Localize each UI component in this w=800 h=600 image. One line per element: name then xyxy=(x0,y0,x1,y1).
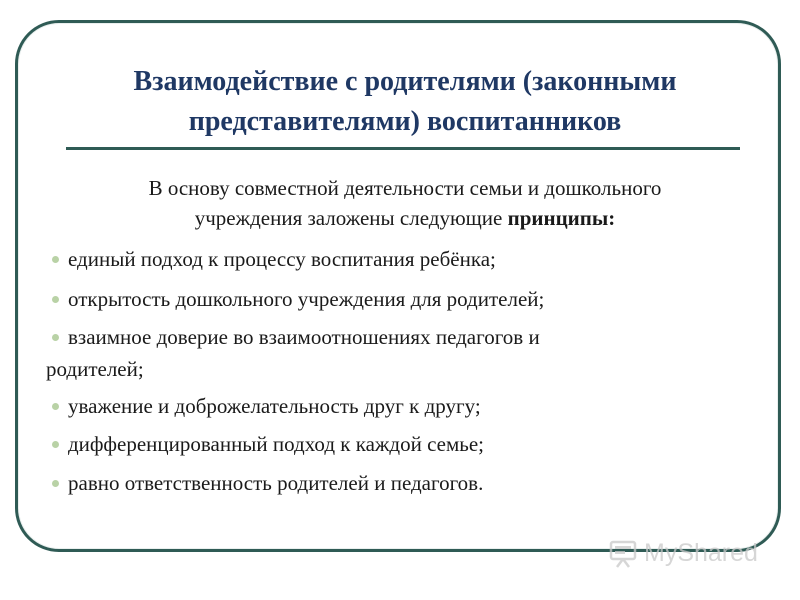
list-item xyxy=(46,283,726,315)
bullet-dot-icon xyxy=(52,256,59,263)
list-item-text: единый подход к процессу воспитания ребёнка; xyxy=(68,247,496,271)
list-item-text-continued: родителей; xyxy=(46,357,144,381)
list-item xyxy=(46,390,726,422)
list-item xyxy=(46,243,726,275)
list-item-text: уважение и доброжелательность друг к другу; xyxy=(68,394,481,418)
slide-title xyxy=(60,62,750,142)
list-item-text: взаимное доверие во взаимоотношениях педагогов и xyxy=(68,325,540,349)
bullet-dot-icon xyxy=(52,296,59,303)
intro-paragraph xyxy=(60,173,750,233)
bullet-dot-icon xyxy=(52,403,59,410)
list-item xyxy=(46,428,726,460)
myshared-watermark xyxy=(608,536,758,570)
bullet-dot-icon xyxy=(52,480,59,487)
intro-line-2 xyxy=(60,203,750,233)
intro-line-1: В основу совместной деятельности семьи и дошкольного xyxy=(148,176,662,200)
title-divider xyxy=(66,147,740,150)
title-line-1: Взаимодействие с родителями (законными xyxy=(133,66,677,97)
bullet-dot-icon xyxy=(52,441,59,448)
presentation-board-icon xyxy=(608,538,638,568)
intro-principles-label: принципы: xyxy=(507,206,616,230)
title-line-2: представителями) воспитанников xyxy=(188,106,622,137)
list-item xyxy=(46,321,726,385)
watermark-text: MyShared xyxy=(644,538,758,567)
bullet-dot-icon xyxy=(52,334,59,341)
intro-line-2-text: учреждения заложены следующие xyxy=(194,206,508,230)
list-item-text: равно ответственность родителей и педагогов. xyxy=(68,471,484,495)
list-item-text: открытость дошкольного учреждения для родителей; xyxy=(68,287,545,311)
list-item-text: дифференцированный подход к каждой семье; xyxy=(68,432,485,456)
list-item xyxy=(46,467,726,499)
